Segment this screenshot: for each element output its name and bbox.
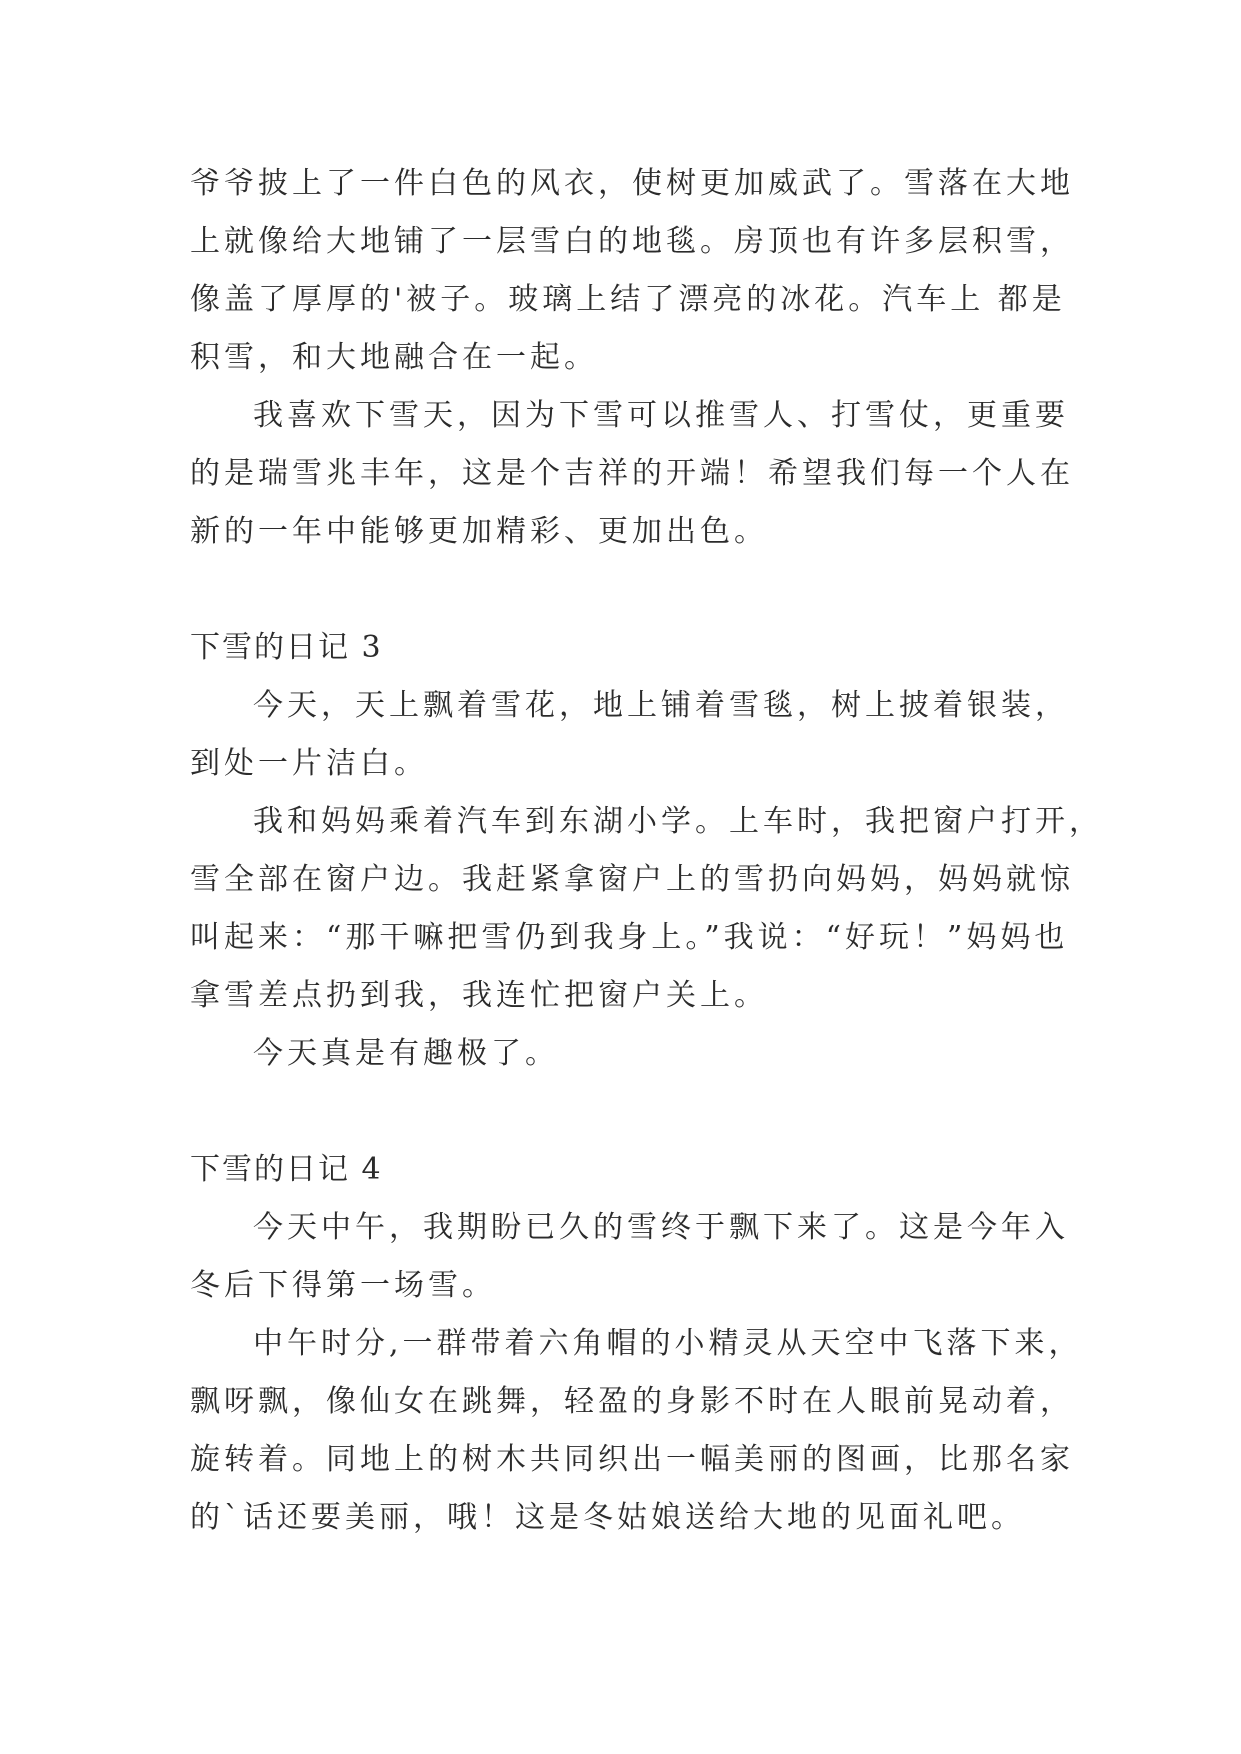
paragraph-line: 飘呀飘，像仙女在跳舞，轻盈的身影不时在人眼前晃动着， bbox=[190, 1384, 1074, 1419]
paragraph-line: 到处一片洁白。 bbox=[190, 746, 428, 781]
section-heading: 下雪的日记 4 bbox=[190, 1152, 383, 1187]
paragraph-line: 叫起来：“那干嘛把雪仍到我身上。”我说：“好玩！”妈妈也 bbox=[190, 920, 1069, 955]
paragraph-line: 新的一年中能够更加精彩、更加出色。 bbox=[190, 514, 768, 549]
paragraph-line: 上就像给大地铺了一层雪白的地毯。房顶也有许多层积雪， bbox=[190, 224, 1074, 259]
paragraph-line: 的`话还要美丽，哦！这是冬姑娘送给大地的见面礼吧。 bbox=[190, 1500, 1025, 1535]
paragraph-line: 今天，天上飘着雪花，地上铺着雪毯，树上披着银装， bbox=[253, 688, 1069, 723]
paragraph-line: 今天中午，我期盼已久的雪终于飘下来了。这是今年入 bbox=[253, 1210, 1069, 1245]
paragraph-line: 积雪，和大地融合在一起。 bbox=[190, 340, 598, 375]
paragraph-line: 拿雪差点扔到我，我连忙把窗户关上。 bbox=[190, 978, 768, 1013]
section-heading: 下雪的日记 3 bbox=[190, 630, 383, 665]
paragraph-line: 中午时分,一群带着六角帽的小精灵从天空中飞落下来， bbox=[253, 1326, 1083, 1361]
paragraph-line: 的是瑞雪兆丰年，这是个吉祥的开端！希望我们每一个人在 bbox=[190, 456, 1074, 491]
paragraph-line: 今天真是有趣极了。 bbox=[253, 1036, 559, 1071]
paragraph-line: 像盖了厚厚的'被子。玻璃上结了漂亮的冰花。汽车上 都是 bbox=[190, 282, 1066, 317]
paragraph-line: 旋转着。同地上的树木共同织出一幅美丽的图画，比那名家 bbox=[190, 1442, 1074, 1477]
paragraph-line: 雪全部在窗户边。我赶紧拿窗户上的雪扔向妈妈，妈妈就惊 bbox=[190, 862, 1074, 897]
paragraph-line: 冬后下得第一场雪。 bbox=[190, 1268, 496, 1303]
paragraph-line: 爷爷披上了一件白色的风衣，使树更加威武了。雪落在大地 bbox=[190, 166, 1074, 201]
paragraph-line: 我喜欢下雪天，因为下雪可以推雪人、打雪仗，更重要 bbox=[253, 398, 1069, 433]
paragraph-line: 我和妈妈乘着汽车到东湖小学。上车时，我把窗户打开， bbox=[253, 804, 1103, 839]
